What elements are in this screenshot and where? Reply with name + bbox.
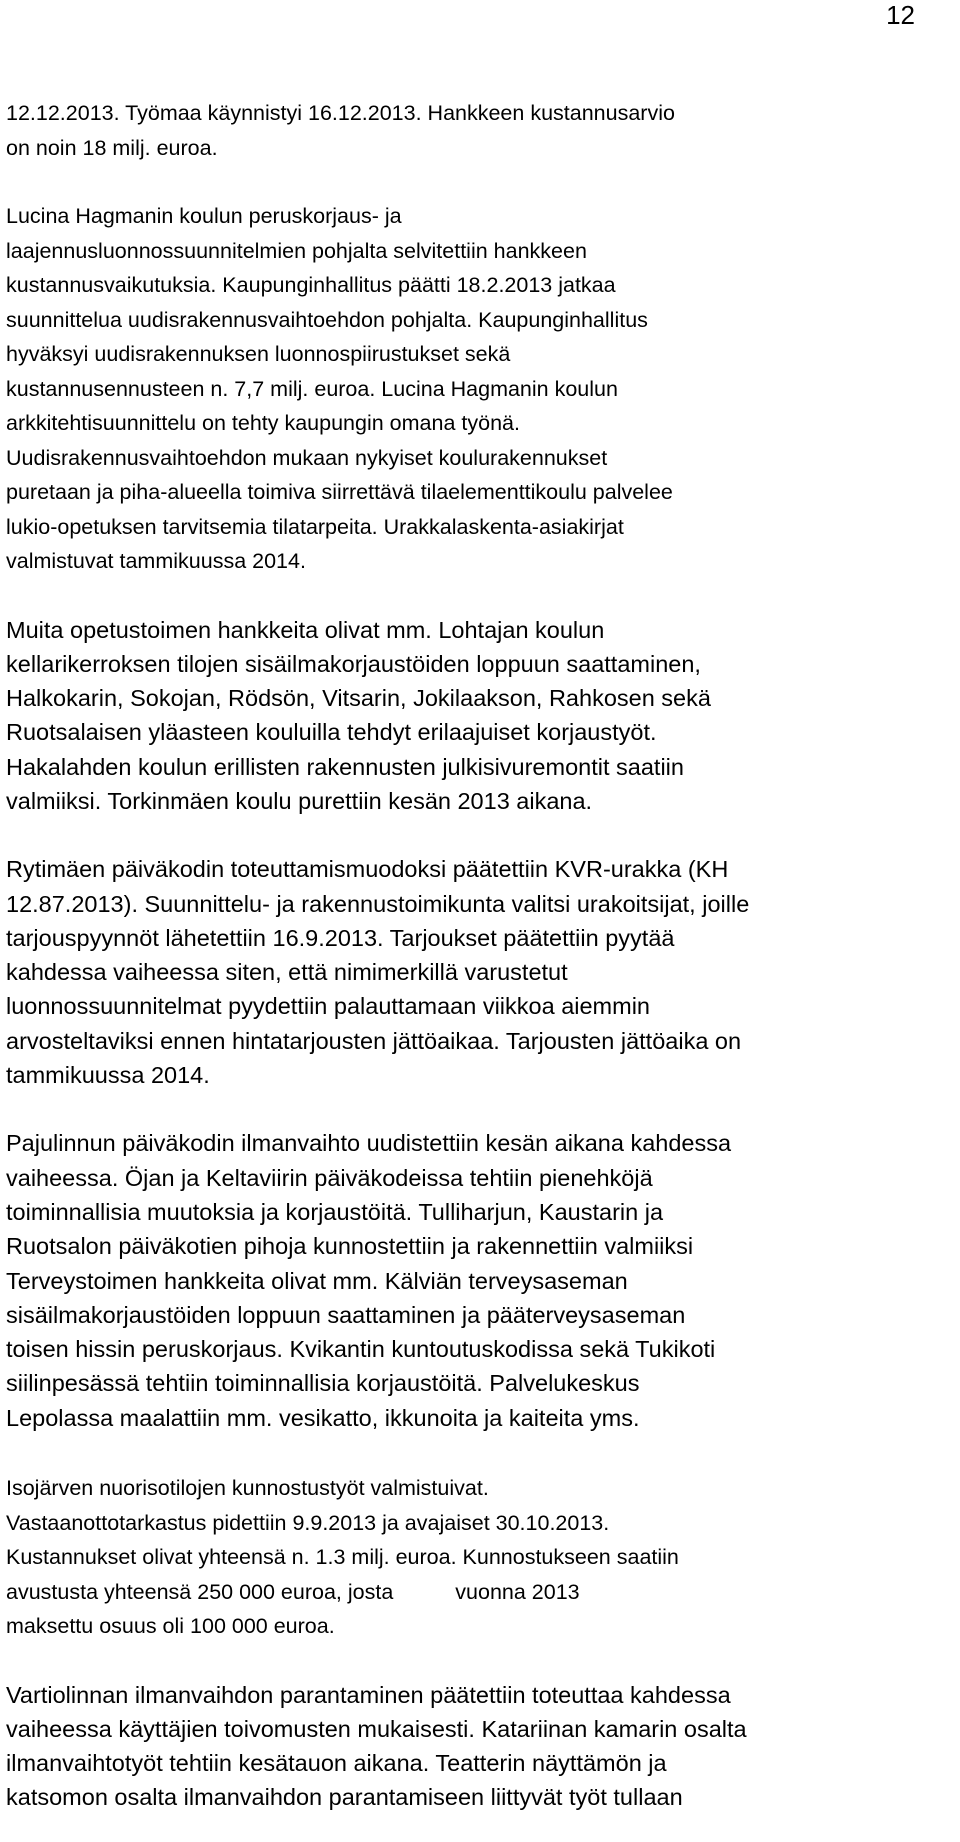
text-line: maksettu osuus oli 100 000 euroa. [6,1614,335,1639]
text-line: puretaan ja piha-alueella toimiva siirrettävä tilaelementtikoulu palvelee [6,480,673,504]
text-line: 12.87.2013). Suunnittelu- ja rakennustoimikunta valitsi urakoitsijat, joille [6,890,750,917]
text-line: Hakalahden koulun erillisten rakennusten julkisivuremontit saatiin [6,753,684,780]
text-line: Vastaanottotarkastus pidettiin 9.9.2013 ja avajaiset 30.10.2013. [6,1510,610,1535]
split-right: vuonna 2013 [455,1579,580,1604]
text-line: Halkokarin, Sokojan, Rödsön, Vitsarin, Jokilaakson, Rahkosen sekä [6,685,711,712]
paragraph-vartiolinna-ventilation [6,1678,946,1815]
text-line: toisen hissin peruskorjaus. Kvikantin kuntoutuskodissa sekä Tukikoti [6,1336,716,1363]
text-line: vaiheessa. Öjan ja Keltaviirin päiväkodeissa tehtiin pienehköjä [6,1164,653,1191]
text-line: arkkitehtisuunnittelu on tehty kaupungin omana työnä. [6,411,520,435]
text-line: ilmanvaihtotyöt tehtiin kesätauon aikana. Teatterin näyttämön ja [6,1750,667,1777]
text-line: Lepolassa maalattiin mm. vesikatto, ikkunoita ja kaiteita yms. [6,1404,640,1431]
text-line: Muita opetustoimen hankkeita olivat mm. Lohtajan koulun [6,616,605,643]
text-line: laajennusluonnossuunnitelmien pohjalta selvitettiin hankkeen [6,238,587,263]
text-line: suunnittelua uudisrakennusvaihtoehdon pohjalta. Kaupunginhallitus [6,307,648,332]
paragraph-daycare-and-health [6,1126,946,1435]
text-line: toiminnallisia muutoksia ja korjaustöitä. Tulliharjun, Kaustarin ja [6,1198,664,1225]
text-line: kahdessa vaiheessa siten, että nimimerkillä varustetut [6,959,568,986]
text-line: arvosteltaviksi ennen hintatarjousten jättöaikaa. Tarjousten jättöaika on [6,1027,742,1054]
text-line: sisäilmakorjaustöiden loppuun saattaminen ja pääterveysaseman [6,1301,686,1328]
paragraph-rytimaki-daycare [6,852,946,1092]
text-line: on noin 18 milj. euroa. [6,135,218,160]
text-line: Kustannukset olivat yhteensä n. 1.3 milj. euroa. Kunnostukseen saatiin [6,1545,679,1570]
text-line: Vartiolinnan ilmanvaihdon parantaminen päätettiin toteuttaa kahdessa [6,1681,731,1708]
text-line: kustannusennusteen n. 7,7 milj. euroa. Lucina Hagmanin koulun [6,376,618,401]
text-line: Lucina Hagmanin koulun peruskorjaus- ja [6,204,402,228]
text-line: siilinpesässä tehtiin toiminnallisia korjaustöitä. Palvelukeskus [6,1370,640,1397]
text-line-split [6,1575,946,1610]
text-line: lukio-opetuksen tarvitsemia tilatarpeita. Urakkalaskenta-asiakirjat [6,514,624,539]
text-line: vaiheessa käyttäjien toivomusten mukaisesti. Katariinan kamarin osalta [6,1715,747,1742]
text-line: kustannusvaikutuksia. Kaupunginhallitus päätti 18.2.2013 jatkaa [6,273,616,297]
text-line: luonnossuunnitelmat pyydettiin palauttamaan viikkoa aiemmin [6,993,651,1020]
paragraph-lucina-hagman-school [6,199,946,579]
text-line: valmiiksi. Torkinmäen koulu purettiin kesän 2013 aikana. [6,787,593,814]
paragraph-construction-start [6,96,946,165]
text-line: Terveystoimen hankkeita olivat mm. Kälviän terveysaseman [6,1267,628,1294]
text-line: Uudisrakennusvaihtoehdon mukaan nykyiset koulurakennukset [6,445,608,470]
text-line: Rytimäen päiväkodin toteuttamismuodoksi päätettiin KVR-urakka (KH [6,856,729,883]
text-line: valmistuvat tammikuussa 2014. [6,549,306,573]
page-number: 12 [886,0,915,30]
text-line: katsomon osalta ilmanvaihdon parantamiseen liittyvät työt tullaan [6,1784,683,1811]
document-body [6,96,946,1815]
paragraph-isojarvi-youth [6,1471,946,1644]
text-line: hyväksyi uudisrakennuksen luonnospiirustukset sekä [6,342,511,366]
paragraph-education-projects [6,613,946,819]
text-line: Pajulinnun päiväkodin ilmanvaihto uudistettiin kesän aikana kahdessa [6,1130,732,1157]
split-left: avustusta yhteensä 250 000 euroa, josta [6,1579,394,1604]
text-line: tarjouspyynnöt lähetettiin 16.9.2013. Tarjoukset päätettiin pyytää [6,924,675,951]
text-line: tammikuussa 2014. [6,1062,210,1089]
text-line: Isojärven nuorisotilojen kunnostustyöt valmistuivat. [6,1476,489,1501]
text-line: 12.12.2013. Työmaa käynnistyi 16.12.2013. Hankkeen kustannusarvio [6,101,675,125]
text-line: kellarikerroksen tilojen sisäilmakorjaustöiden loppuun saattaminen, [6,650,701,677]
text-line: Ruotsalaisen yläasteen kouluilla tehdyt erilaajuiset korjaustyöt. [6,719,657,746]
text-line: Ruotsalon päiväkotien pihoja kunnostettiin ja rakennettiin valmiiksi [6,1233,694,1260]
